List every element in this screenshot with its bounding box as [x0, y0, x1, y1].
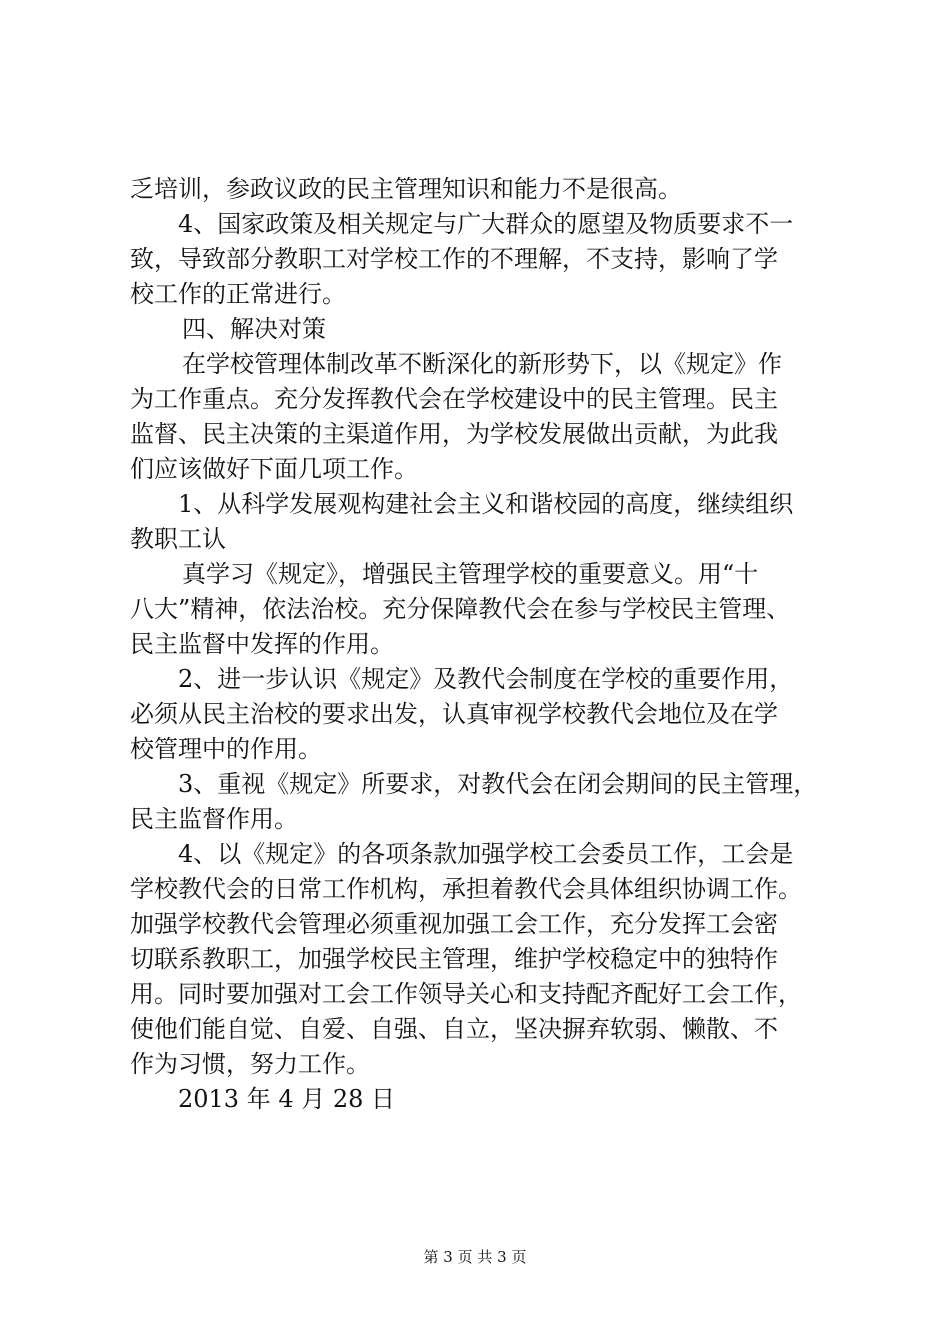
text-line: 为工作重点。充分发挥教代会在学校建设中的民主管理。民主 [130, 385, 778, 413]
text-line: 真学习《规定》，增强民主管理学校的重要意义。用“十 [182, 560, 759, 588]
date-line: 2013 年 4 月 28 日 [178, 1085, 396, 1113]
text-line: 教职工认 [130, 525, 226, 553]
text-line: 校工作的正常进行。 [130, 280, 346, 308]
text-line: 4、国家政策及相关规定与广大群众的愿望及物质要求不一 [178, 210, 794, 238]
section-heading: 四、解决对策 [182, 315, 326, 343]
text-line: 乏培训，参政议政的民主管理知识和能力不是很高。 [130, 175, 682, 203]
text-line: 必须从民主治校的要求出发，认真审视学校教代会地位及在学 [130, 700, 778, 728]
text-line: 切联系教职工，加强学校民主管理，维护学校稳定中的独特作 [130, 945, 778, 973]
text-line: 校管理中的作用。 [130, 735, 322, 763]
text-line: 在学校管理体制改革不断深化的新形势下，以《规定》作 [182, 350, 782, 378]
text-line: 用。同时要加强对工会工作领导关心和支持配齐配好工会工作， [130, 980, 802, 1008]
text-line: 使他们能自觉、自爱、自强、自立，坚决摒弃软弱、懒散、不 [130, 1015, 778, 1043]
text-line: 学校教代会的日常工作机构，承担着教代会具体组织协调工作。 [130, 875, 802, 903]
text-line: 八大”精神，依法治校。充分保障教代会在参与学校民主管理、 [130, 595, 791, 623]
text-line: 作为习惯，努力工作。 [130, 1050, 370, 1078]
text-line: 民主监督中发挥的作用。 [130, 630, 394, 658]
text-line: 们应该做好下面几项工作。 [130, 455, 418, 483]
document-body [130, 172, 840, 1117]
text-line: 4、以《规定》的各项条款加强学校工会委员工作，工会是 [178, 840, 794, 868]
page-number: 第 3 页 共 3 页 [423, 1248, 527, 1266]
text-line: 致，导致部分教职工对学校工作的不理解，不支持，影响了学 [130, 245, 778, 273]
text-line: 加强学校教代会管理必须重视加强工会工作，充分发挥工会密 [130, 910, 778, 938]
text-line: 民主监督作用。 [130, 805, 298, 833]
text-line: 监督、民主决策的主渠道作用，为学校发展做出贡献，为此我 [130, 420, 778, 448]
page-footer [0, 1247, 950, 1267]
text-line: 2、进一步认识《规定》及教代会制度在学校的重要作用， [178, 665, 794, 693]
text-line: 3、重视《规定》所要求，对教代会在闭会期间的民主管理， [178, 770, 818, 798]
text-line: 1、从科学发展观构建社会主义和谐校园的高度，继续组织 [178, 490, 794, 518]
